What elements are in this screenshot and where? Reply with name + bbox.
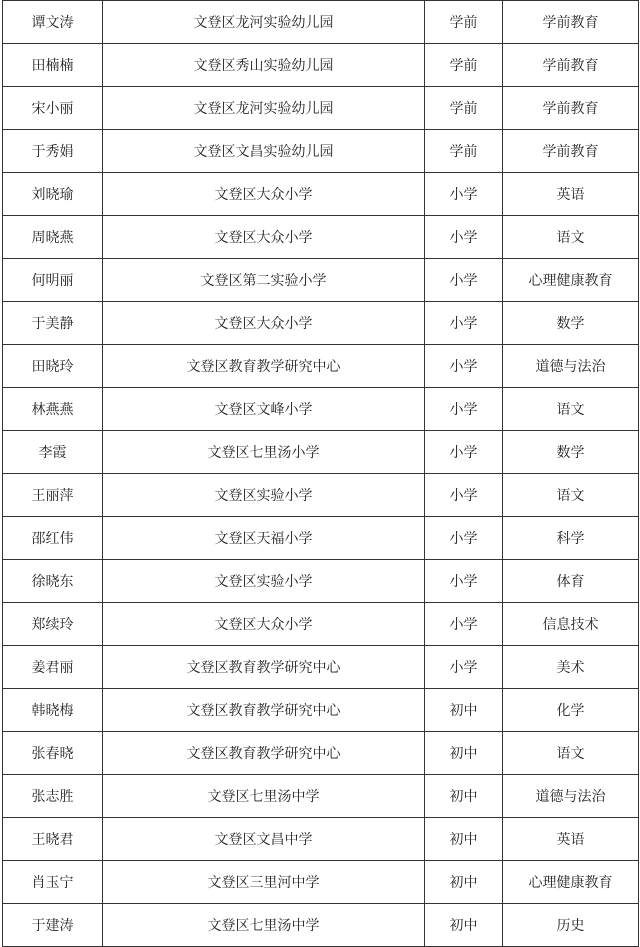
school-cell: 文登区教育教学研究中心 [103,732,425,775]
teacher-name-cell: 姜君丽 [3,646,103,689]
school-cell: 文登区大众小学 [103,603,425,646]
subject-cell: 道德与法治 [503,775,639,818]
subject-cell: 历史 [503,904,639,947]
stage-cell: 小学 [425,431,503,474]
table-row [3,646,639,689]
teacher-name-cell: 于秀娟 [3,130,103,173]
stage-cell: 小学 [425,474,503,517]
subject-cell: 美术 [503,646,639,689]
teacher-name-cell: 于美静 [3,302,103,345]
stage-cell: 小学 [425,345,503,388]
school-cell: 文登区文峰小学 [103,388,425,431]
teacher-name-cell: 王晓君 [3,818,103,861]
school-cell: 文登区三里河中学 [103,861,425,904]
teacher-name-cell: 张志胜 [3,775,103,818]
subject-cell: 体育 [503,560,639,603]
teacher-name-cell: 徐晓东 [3,560,103,603]
table-row [3,87,639,130]
stage-cell: 学前 [425,130,503,173]
stage-cell: 学前 [425,1,503,44]
table-row [3,517,639,560]
table-row [3,259,639,302]
stage-cell: 初中 [425,861,503,904]
table-row [3,345,639,388]
teacher-name-cell: 刘晓瑜 [3,173,103,216]
subject-cell: 学前教育 [503,44,639,87]
table-row [3,216,639,259]
teacher-name-cell: 韩晓梅 [3,689,103,732]
table-row [3,775,639,818]
school-cell: 文登区七里汤中学 [103,904,425,947]
stage-cell: 小学 [425,646,503,689]
stage-cell: 小学 [425,560,503,603]
table-row [3,130,639,173]
stage-cell: 小学 [425,259,503,302]
table-row [3,689,639,732]
stage-cell: 小学 [425,517,503,560]
table-row [3,732,639,775]
teacher-name-cell: 郑续玲 [3,603,103,646]
teacher-name-cell: 何明丽 [3,259,103,302]
stage-cell: 小学 [425,603,503,646]
teacher-name-cell: 宋小丽 [3,87,103,130]
subject-cell: 语文 [503,474,639,517]
teacher-name-cell: 田晓玲 [3,345,103,388]
teacher-name-cell: 周晓燕 [3,216,103,259]
table-row [3,474,639,517]
subject-cell: 学前教育 [503,130,639,173]
subject-cell: 数学 [503,302,639,345]
table-row [3,818,639,861]
roster-body [3,1,639,947]
school-cell: 文登区教育教学研究中心 [103,345,425,388]
teacher-name-cell: 田楠楠 [3,44,103,87]
table-row [3,44,639,87]
school-cell: 文登区大众小学 [103,302,425,345]
subject-cell: 数学 [503,431,639,474]
subject-cell: 语文 [503,216,639,259]
school-cell: 文登区文昌实验幼儿园 [103,130,425,173]
subject-cell: 英语 [503,173,639,216]
subject-cell: 学前教育 [503,87,639,130]
table-row [3,603,639,646]
school-cell: 文登区实验小学 [103,474,425,517]
stage-cell: 初中 [425,904,503,947]
subject-cell: 信息技术 [503,603,639,646]
school-cell: 文登区七里汤小学 [103,431,425,474]
teacher-name-cell: 张春晓 [3,732,103,775]
stage-cell: 初中 [425,689,503,732]
school-cell: 文登区教育教学研究中心 [103,689,425,732]
table-row [3,173,639,216]
subject-cell: 语文 [503,388,639,431]
table-row [3,904,639,947]
subject-cell: 心理健康教育 [503,861,639,904]
table-row [3,302,639,345]
stage-cell: 小学 [425,302,503,345]
table-row [3,861,639,904]
school-cell: 文登区文昌中学 [103,818,425,861]
subject-cell: 化学 [503,689,639,732]
school-cell: 文登区龙河实验幼儿园 [103,87,425,130]
subject-cell: 学前教育 [503,1,639,44]
stage-cell: 初中 [425,818,503,861]
school-cell: 文登区大众小学 [103,216,425,259]
teacher-name-cell: 林燕燕 [3,388,103,431]
school-cell: 文登区实验小学 [103,560,425,603]
subject-cell: 心理健康教育 [503,259,639,302]
stage-cell: 小学 [425,388,503,431]
subject-cell: 英语 [503,818,639,861]
teacher-name-cell: 肖玉宁 [3,861,103,904]
teacher-name-cell: 王丽萍 [3,474,103,517]
school-cell: 文登区大众小学 [103,173,425,216]
teacher-roster-table [2,0,639,947]
school-cell: 文登区秀山实验幼儿园 [103,44,425,87]
teacher-name-cell: 李霞 [3,431,103,474]
stage-cell: 学前 [425,87,503,130]
table-row [3,388,639,431]
teacher-name-cell: 邵红伟 [3,517,103,560]
stage-cell: 学前 [425,44,503,87]
subject-cell: 道德与法治 [503,345,639,388]
subject-cell: 语文 [503,732,639,775]
table-row [3,431,639,474]
table-row [3,1,639,44]
subject-cell: 科学 [503,517,639,560]
school-cell: 文登区第二实验小学 [103,259,425,302]
school-cell: 文登区龙河实验幼儿园 [103,1,425,44]
table-row [3,560,639,603]
stage-cell: 小学 [425,216,503,259]
school-cell: 文登区七里汤中学 [103,775,425,818]
stage-cell: 初中 [425,732,503,775]
stage-cell: 小学 [425,173,503,216]
teacher-name-cell: 谭文涛 [3,1,103,44]
school-cell: 文登区天福小学 [103,517,425,560]
teacher-name-cell: 于建涛 [3,904,103,947]
school-cell: 文登区教育教学研究中心 [103,646,425,689]
stage-cell: 初中 [425,775,503,818]
